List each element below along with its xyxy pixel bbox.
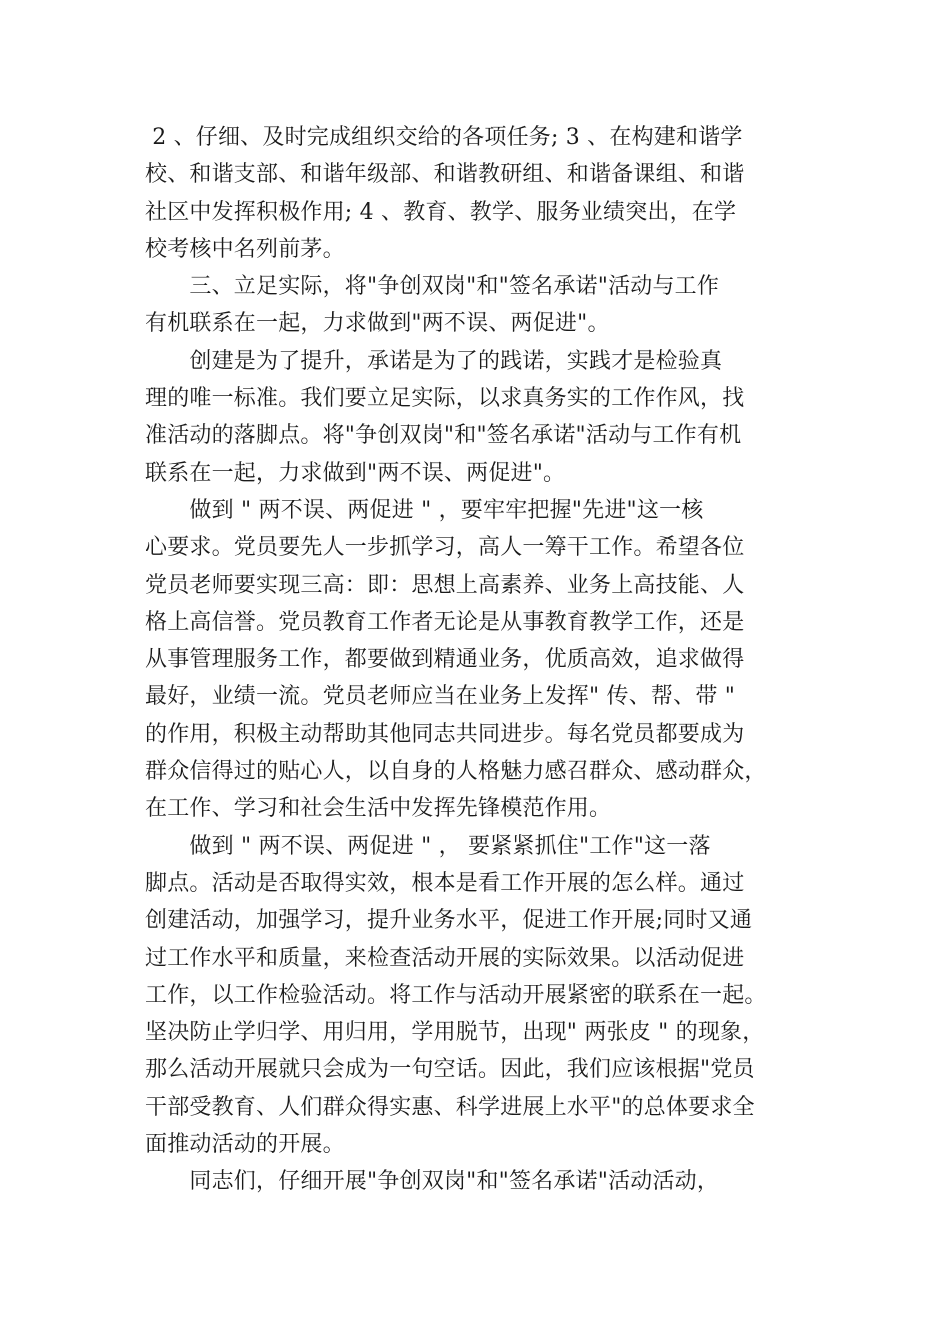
text-line: 坚决防止学归学、用归用，学用脱节，出现" 两张皮 " 的现象， [145,1020,765,1046]
text-line: 理的唯一标准。我们要立足实际，以求真务实的工作作风，找 [145,386,745,412]
text-line: 心要求。党员要先人一步抓学习，高人一筹干工作。希望各位 [145,535,745,561]
text-line: 校、和谐支部、和谐年级部、和谐教研组、和谐备课组、和谐 [145,162,745,188]
text-line: 面推动活动的开展。 [145,1132,345,1158]
text-line: 做到 " 两不误、两促进 " ，要牢牢把握"先进"这一核 [145,497,704,523]
text-line: 2 、仔细、及时完成组织交给的各项任务; 3 、在构建和谐学 [145,125,743,150]
text-line: 群众信得过的贴心人，以自身的人格魅力感召群众、感动群众， [145,759,767,785]
text-line: 创建是为了提升，承诺是为了的践诺，实践才是检验真 [145,348,723,374]
text-line: 最好，业绩一流。党员老师应当在业务上发挥" 传、帮、带 " [145,684,736,710]
text-line: 联系在一起，力求做到"两不误、两促进"。 [145,460,566,486]
text-line: 格上高信誉。党员教育工作者无论是从事教育教学工作，还是 [145,609,745,635]
text-line: 准活动的落脚点。将"争创双岗"和"签名承诺"活动与工作有机 [145,423,742,449]
text-line: 在工作、学习和社会生活中发挥先锋模范作用。 [145,796,612,822]
text-line: 那么活动开展就只会成为一句空话。因此，我们应该根据"党员 [145,1057,755,1083]
text-line: 工作，以工作检验活动。将工作与活动开展紧密的联系在一起。 [145,982,767,1008]
text-line: 过工作水平和质量，来检查活动开展的实际效果。以活动促进 [145,945,745,971]
text-line: 做到 " 两不误、两促进 " ， 要紧紧抓住"工作"这一落 [145,833,711,859]
text-line: 创建活动，加强学习，提升业务水平，促进工作开展;同时又通 [145,908,753,934]
body-text [145,119,805,1201]
text-line: 校考核中名列前茅。 [145,236,345,262]
text-line: 同志们，仔细开展"争创双岗"和"签名承诺"活动活动， [145,1169,720,1195]
text-line: 社区中发挥积极作用; 4 、教育、教学、服务业绩突出，在学 [145,199,737,225]
text-line: 干部受教育、人们群众得实惠、科学进展上水平"的总体要求全 [145,1094,755,1120]
text-line: 的作用，积极主动帮助其他同志共同进步。每名党员都要成为 [145,721,745,747]
text-line: 党员老师要实现三高：即：思想上高素养、业务上高技能、人 [145,572,745,598]
text-line: 有机联系在一起，力求做到"两不误、两促进"。 [145,311,610,337]
text-line: 从事管理服务工作，都要做到精通业务，优质高效，追求做得 [145,647,745,673]
text-line: 三、立足实际，将"争创双岗"和"签名承诺"活动与工作 [145,274,720,300]
text-line: 脚点。活动是否取得实效，根本是看工作开展的怎么样。通过 [145,870,745,896]
